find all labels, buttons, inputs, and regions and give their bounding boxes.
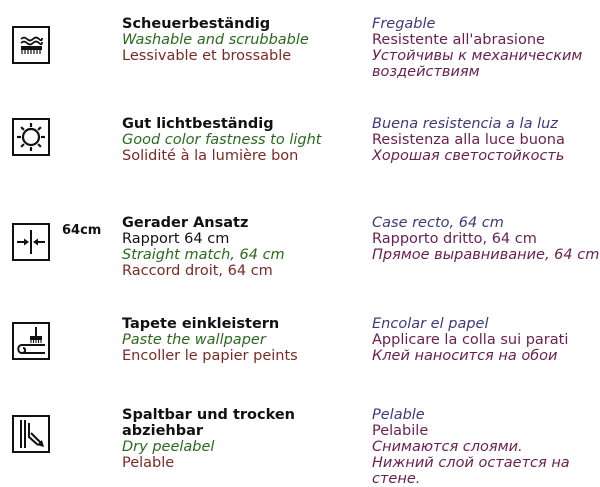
label-de-rapport: Rapport 64 cm	[122, 231, 230, 247]
straight-match-icon	[12, 223, 50, 261]
label-it: Resistente all'abrasione	[372, 32, 545, 48]
label-en: Good color fastness to light	[122, 132, 322, 148]
label-en: Washable and scrubbable	[122, 32, 309, 48]
label-de: Gut lichtbeständig	[122, 116, 274, 132]
label-de: Spaltbar und trocken abziehbar	[122, 407, 295, 439]
label-ru: Прямое выравнивание, 64 cm	[372, 247, 600, 263]
label-es: Buena resistencia a la luz	[372, 116, 558, 132]
label-en: Paste the wallpaper	[122, 332, 266, 348]
label-de: Gerader Ansatz	[122, 215, 249, 231]
label-fr: Lessivable et brossable	[122, 48, 292, 64]
label-fr: Solidité à la lumière bon	[122, 148, 299, 164]
label-ru: Устойчивы к механическим воздействиям	[372, 48, 583, 80]
label-it: Applicare la colla sui parati	[372, 332, 569, 348]
label-ru: Хорошая светостойкость	[372, 148, 565, 164]
match-dimension-label: 64cm	[62, 223, 102, 238]
label-ru: Снимаются слоями. Нижний слой остается на стене.	[372, 439, 570, 487]
light-fastness-sun-icon	[12, 118, 50, 156]
label-it: Resistenza alla luce buona	[372, 132, 565, 148]
label-en: Dry peelabel	[122, 439, 215, 455]
label-fr: Encoller le papier peints	[122, 348, 298, 364]
label-en: Straight match, 64 cm	[122, 247, 285, 263]
peelable-icon	[12, 415, 50, 453]
label-de: Tapete einkleistern	[122, 316, 280, 332]
label-es: Case recto, 64 cm	[372, 215, 504, 231]
label-it: Rapporto dritto, 64 cm	[372, 231, 537, 247]
label-es: Fregable	[372, 16, 436, 32]
washable-scrubbable-icon	[12, 26, 50, 64]
label-de: Scheuerbeständig	[122, 16, 271, 32]
label-fr: Pelable	[122, 455, 175, 471]
label-it: Pelabile	[372, 423, 429, 439]
paste-the-wallpaper-icon	[12, 322, 50, 360]
label-es: Pelable	[372, 407, 425, 423]
label-ru: Клей наносится на обои	[372, 348, 558, 364]
label-es: Encolar el papel	[372, 316, 489, 332]
label-fr: Raccord droit, 64 cm	[122, 263, 273, 279]
